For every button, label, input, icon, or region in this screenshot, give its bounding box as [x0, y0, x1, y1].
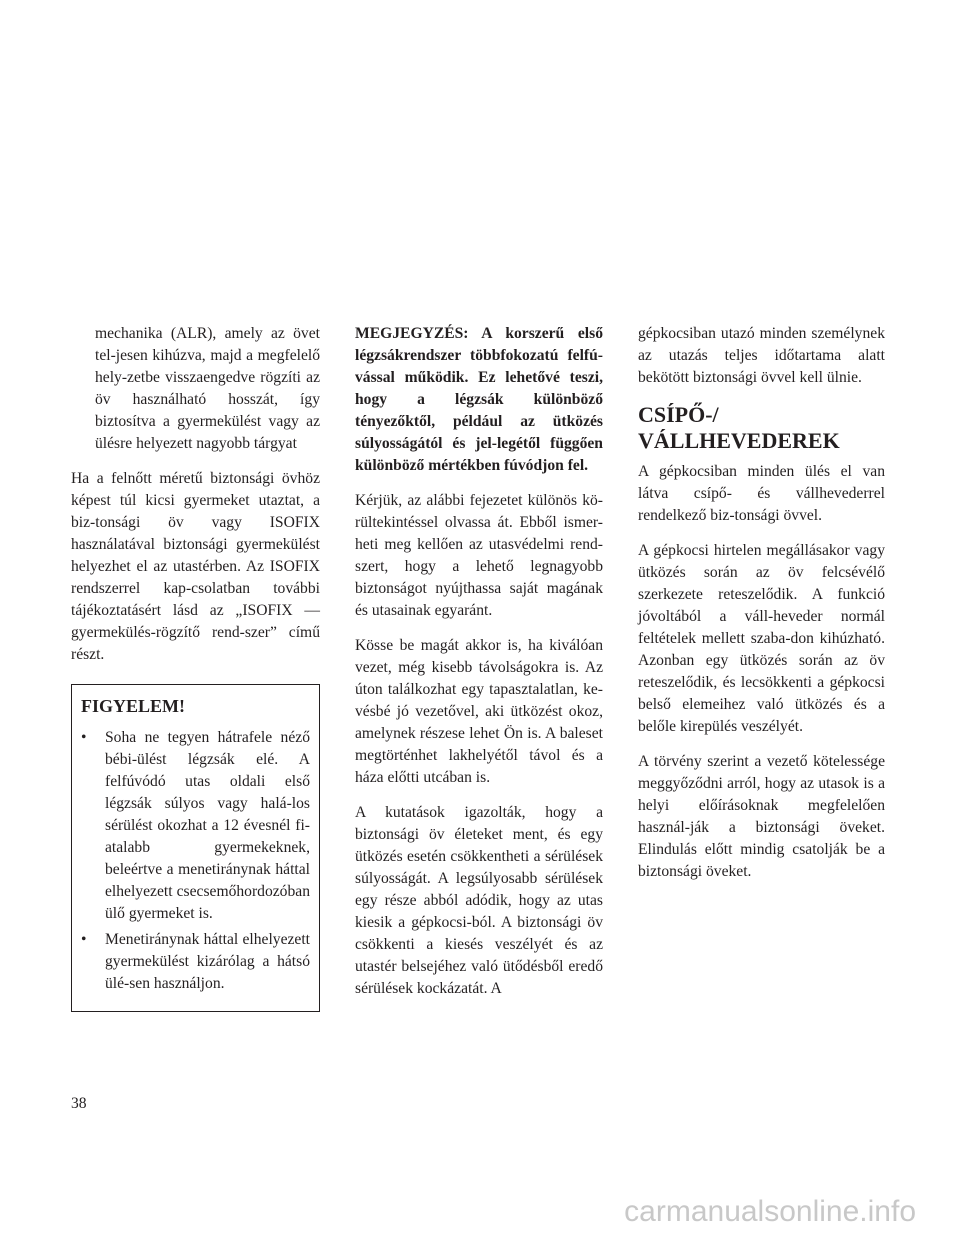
- warning-item-text: Soha ne tegyen hátrafele néző bébi-ülést légzsák elé. A felfúvódó utas oldali első légzsák súlyos vagy halá-los sérülést okozhat a 12 évesnél fi-atalabb gyermekeknek, beleértve a menetiránynak háttal elhelyezett csecsemőhordozóban ülő gyermeket is.: [105, 729, 310, 922]
- paragraph: Kérjük, az alábbi fejezetet különös kö-rültekintéssel olvassa át. Ebből ismer-heti meg kellően az utasvédelmi rend-szert, hogy a lehető legnagyobb biztonságot nyújthassa saját magának és utasainak egyaránt.: [355, 492, 603, 619]
- warning-item: [81, 929, 310, 995]
- paragraph: A kutatások igazolták, hogy a biztonsági öv életeket ment, és egy ütközés esetén csökkentheti a sérülések súlyosságát. A legsúlyosabb sérülések egy része abból adódik, hogy az utas kiesik a gépkocsi-ból. A biztonsági öv csökkenti a kiesés veszélyét és az utastér belsejéhez való ütődésből eredő sérülések kockázatát. A: [355, 804, 603, 997]
- note-paragraph: MEGJEGYZÉS: A korszerű első légzsákrendszer többfokozatú felfú-vással működik. Ez lehetővé teszi, hogy a légzsák különböző tényezőktől, például az ütközés súlyosságától és jel-legétől függően különböző mértékben fúvódjon fel.: [355, 325, 603, 474]
- continued-paragraph: mechanika (ALR), amely az övet tel-jesen kihúzva, majd a megfelelő hely-zetbe visszaengedve rögzíti az öv használható hosszát, így biztosítva a gyermekülést vagy az ülésre helyezett nagyobb tárgyat: [95, 325, 320, 452]
- warning-title: FIGYELEM!: [81, 696, 186, 716]
- column-right: [638, 323, 885, 896]
- continued-paragraph: gépkocsiban utazó minden személynek az utazás teljes időtartama alatt bekötött biztonsági övvel kell ülnie.: [638, 325, 885, 386]
- paragraph: A gépkocsiban minden ülés el van látva csípő- és vállhevederrel rendelkező biz-tonsági övvel.: [638, 463, 885, 524]
- paragraph: A gépkocsi hirtelen megállásakor vagy ütközés során az öv felcsévélő szerkezete reteszelődik. A funkció jóvoltából a váll-heveder normál feltételek mellett szaba-don kihúzható. Azonban egy ütközés során az öv reteszelődik, és lecsökkenti a gépkocsi belső elemeihez való ütközés és a belőle kirepülés veszélyét.: [638, 542, 885, 735]
- warning-list: [81, 727, 310, 995]
- paragraph: Ha a felnőtt méretű biztonsági övhöz képest túl kicsi gyermeket utaztat, a biz-tonsági öv vagy ISOFIX használatával biztonsági gyermekülést helyezhet el az utastérben. Az ISOFIX rendszerrel kap-csolatban további tájékoztatásért lásd az „ISOFIX — gyermekülés-rögzítő rend-szer” című részt.: [71, 470, 320, 663]
- bullet-icon: •: [81, 729, 87, 746]
- column-left: [71, 323, 320, 1012]
- warning-box: [71, 684, 320, 1012]
- warning-item: [81, 727, 310, 925]
- page-number: 38: [71, 1095, 87, 1112]
- warning-item-text: Menetiránynak háttal elhelyezett gyermekülést kizárólag a hátsó ülé-sen használjon.: [105, 931, 310, 992]
- paragraph: A törvény szerint a vezető kötelessége meggyőződni arról, hogy az utasok is a helyi előírásoknak megfelelően használ-ják a biztonsági öveket. Elindulás előtt mindig csatolják be a biztonsági öveket.: [638, 753, 885, 880]
- watermark: carmanualsonline.info: [624, 1195, 916, 1228]
- paragraph: Kösse be magát akkor is, ha kiválóan vezet, még kisebb távolságokra is. Az úton találkozhat egy tapasztalatlan, ke-vésbé jó vezetővel, aki ütközést okoz, amelynek részese lehet Ön is. A baleset megtörténhet lakhelyétől távol és a háza előtti utcában is.: [355, 637, 603, 786]
- section-heading: CSÍPŐ-/ VÁLLHEVEDEREK: [638, 402, 840, 453]
- bullet-icon: •: [81, 931, 87, 948]
- column-middle: [355, 323, 603, 1013]
